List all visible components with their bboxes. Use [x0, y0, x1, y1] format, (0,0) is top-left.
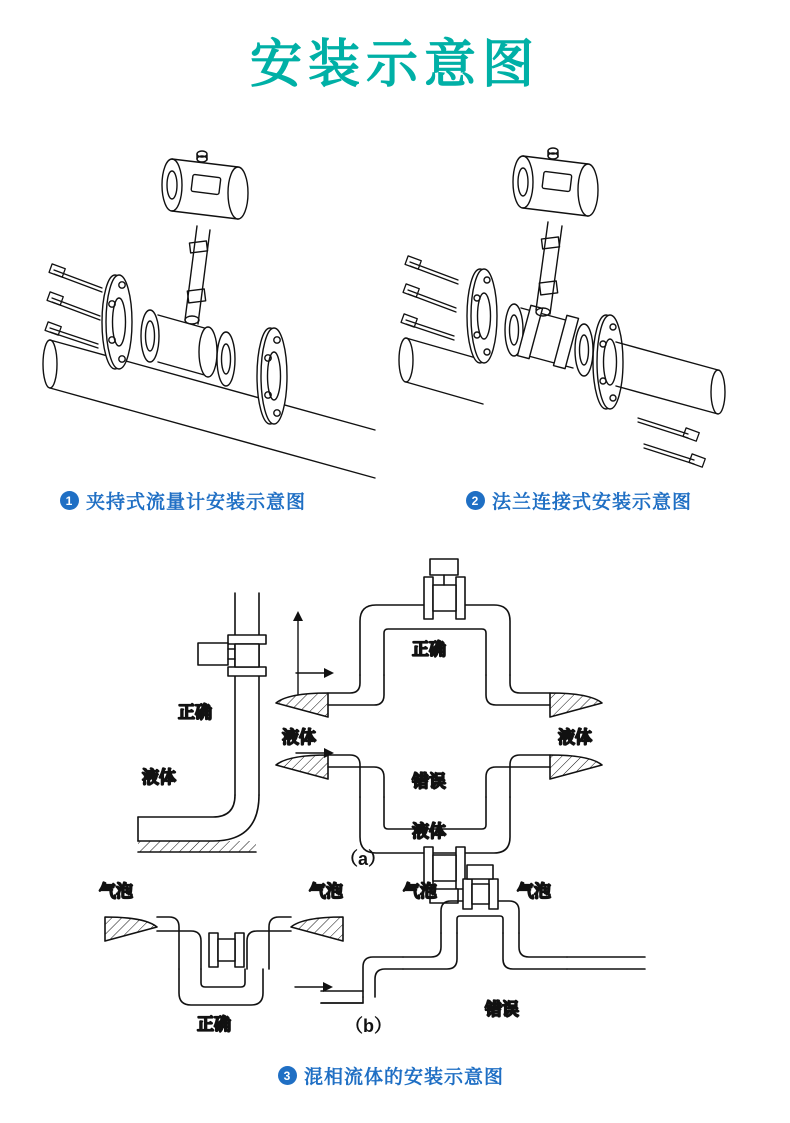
caption-3-label: 混相流体的安装示意图: [304, 1067, 505, 1088]
caption-2-number: 2: [466, 491, 485, 510]
caption-3-number: 3: [278, 1066, 297, 1085]
caption-figure-2: [466, 487, 692, 514]
figure-clamp-type: [30, 130, 390, 460]
label-a-left-liquid: 液体: [142, 768, 176, 788]
caption-figure-1: [60, 487, 306, 514]
page-title: 安装示意图: [249, 35, 540, 95]
label-a-right-liquid-left: 液体: [282, 728, 316, 748]
caption-1-number: 1: [60, 491, 79, 510]
figure-mixed-phase-b-svg: [85, 875, 715, 1040]
label-b-right-bubble-left: 气泡: [403, 882, 437, 902]
subcaption-a-text: （a）: [340, 849, 387, 869]
figure-mixed-phase-b: [85, 875, 715, 1040]
subcaption-b-text: （b）: [345, 1016, 392, 1036]
label-a-right-liquid-right: 液体: [558, 728, 592, 748]
label-b-left-correct: 正确: [197, 1015, 231, 1035]
label-a-right-wrong: 错误: [412, 772, 446, 792]
label-a-left-correct: 正确: [178, 703, 212, 723]
caption-2-label: 法兰连接式安装示意图: [492, 492, 693, 513]
figure-flange-type-svg: [388, 130, 768, 460]
label-b-right-bubble-right: 气泡: [517, 882, 551, 902]
label-a-right-liquid-bottom: 液体: [412, 822, 446, 842]
caption-1-label: 夹持式流量计安装示意图: [86, 492, 307, 513]
label-a-right-correct: 正确: [412, 640, 446, 660]
label-b-left-bubble-right: 气泡: [309, 882, 343, 902]
figure-clamp-type-svg: [30, 130, 390, 460]
figure-flange-type: [388, 130, 768, 460]
caption-figure-3: [278, 1062, 504, 1089]
label-b-left-bubble-left: 气泡: [99, 882, 133, 902]
label-b-right-wrong: 错误: [485, 1000, 519, 1020]
